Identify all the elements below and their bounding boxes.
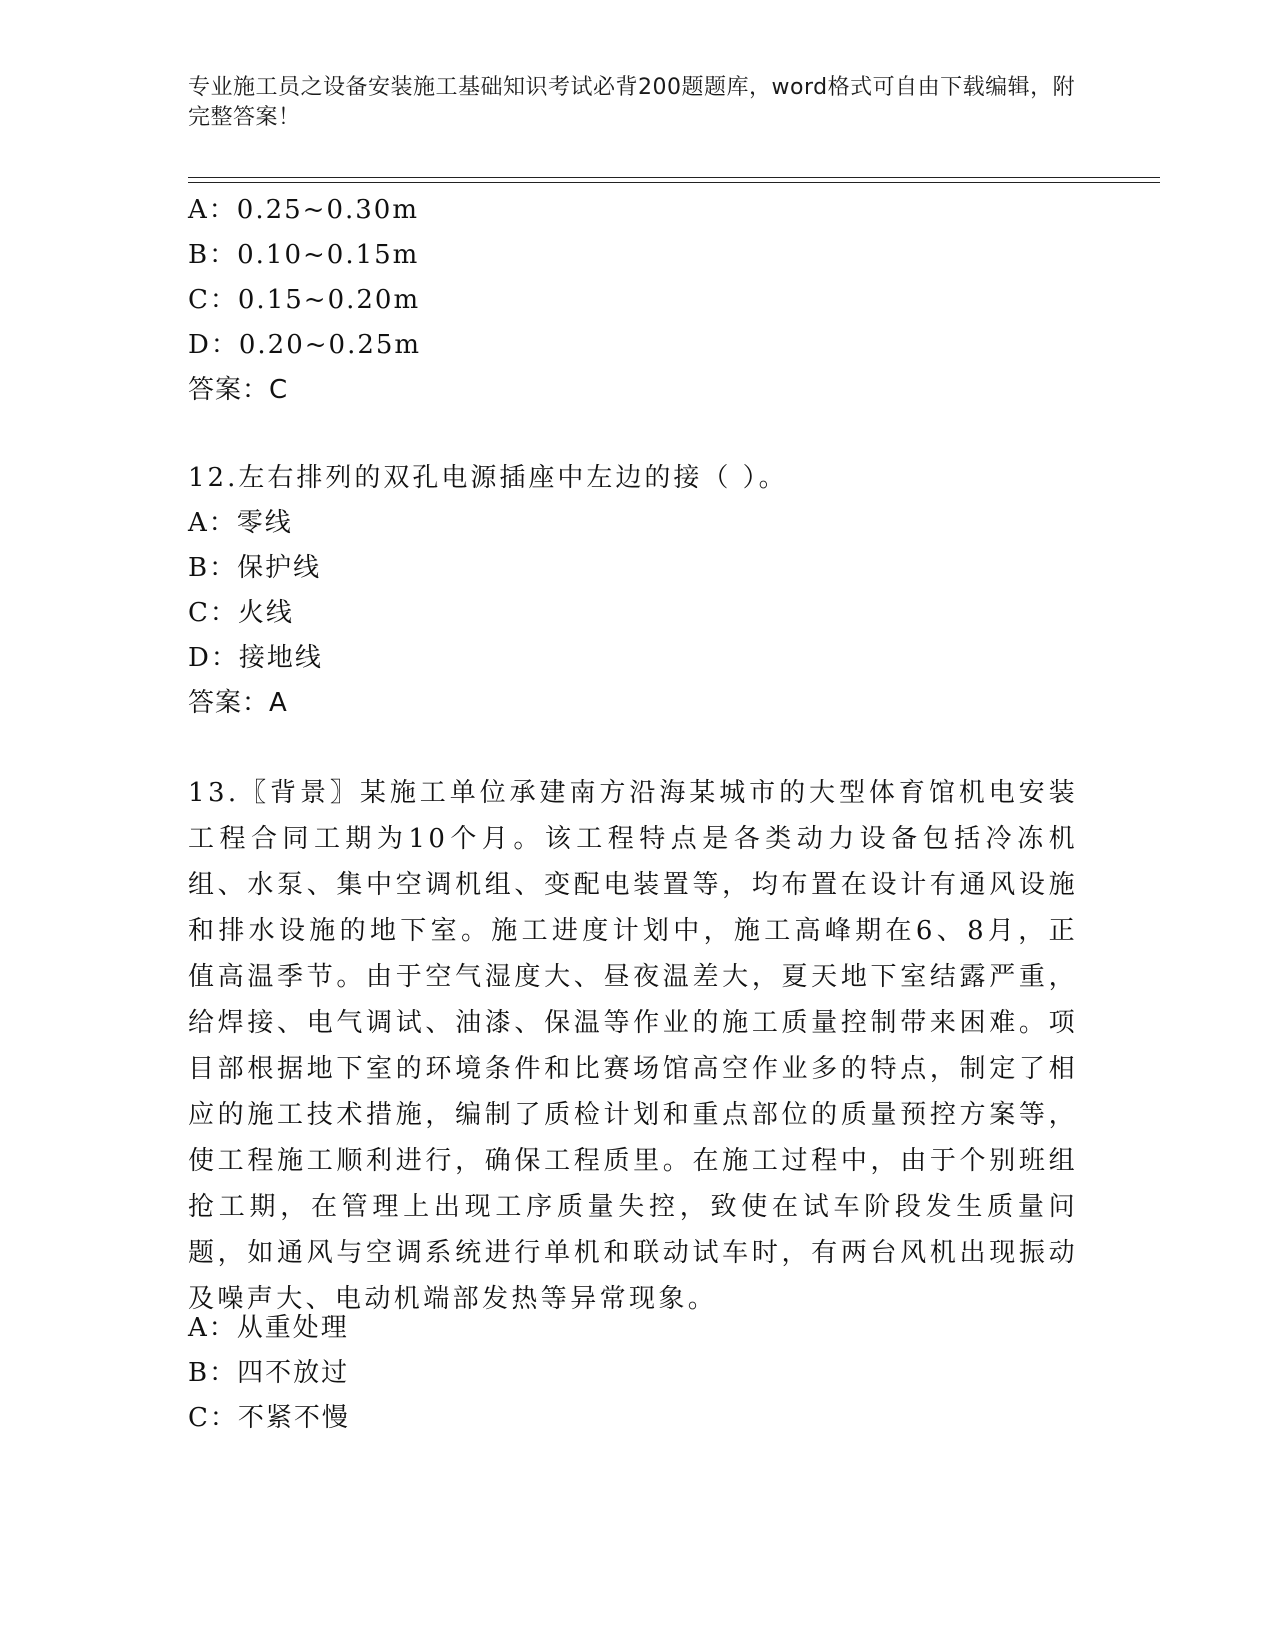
- q13-question: 13.〖背景〗某施工单位承建南方沿海某城市的大型体育馆机电安装工程合同工期为10个月。该工程特点是各类动力设备包括冷冻机组、水泵、集中空调机组、变配电装置等，均布置在设计有通风设施和排水设施的地下室。施工进度计划中，施工高峰期在6、8月，正值高温季节。由于空气湿度大、昼夜温差大，夏天地下室结露严重，给焊接、电气调试、油漆、保温等作业的施工质量控制带来困难。项目部根据地下室的环境条件和比赛场馆高空作业多的特点，制定了相应的施工技术措施，编制了质检计划和重点部位的质量预控方案等，使工程施工顺利进行，确保工程质里。在施工过程中，由于个别班组抢工期，在管理上出现工序质量失控，致使在试车阶段发生质量问题，如通风与空调系统进行单机和联动试车时，有两台风机出现振动及噪声大、电动机端部发热等异常现象。: [188, 778, 1078, 1314]
- document-header: [188, 73, 1088, 133]
- q13-option-a: A：从重处理: [188, 1313, 349, 1343]
- header-title: 专业施工员之设备安装施工基础知识考试必背200题题库，word格式可自由下载编辑，附完整答案！: [188, 75, 1076, 130]
- q12-option-a: A：零线: [188, 508, 293, 538]
- q11-option-b: B：0.10~0.15m: [188, 240, 420, 270]
- q12-answer: 答案：A: [188, 688, 288, 718]
- q13-option-b: B：四不放过: [188, 1358, 350, 1388]
- q11-option-d: D：0.20~0.25m: [188, 330, 422, 360]
- q12-option-c: C：火线: [188, 598, 294, 628]
- q11-answer: 答案：C: [188, 375, 289, 405]
- q12-option-b: B：保护线: [188, 553, 322, 583]
- q11-option-a: A：0.25~0.30m: [188, 195, 419, 225]
- q11-option-c: C：0.15~0.20m: [188, 285, 421, 315]
- header-divider-bottom: [188, 182, 1160, 183]
- q12-option-d: D：接地线: [188, 643, 323, 673]
- q12-question: 12.左右排列的双孔电源插座中左边的接（ ）。: [188, 463, 788, 493]
- q13-option-c: C：不紧不慢: [188, 1403, 350, 1433]
- header-divider-top: [188, 177, 1160, 178]
